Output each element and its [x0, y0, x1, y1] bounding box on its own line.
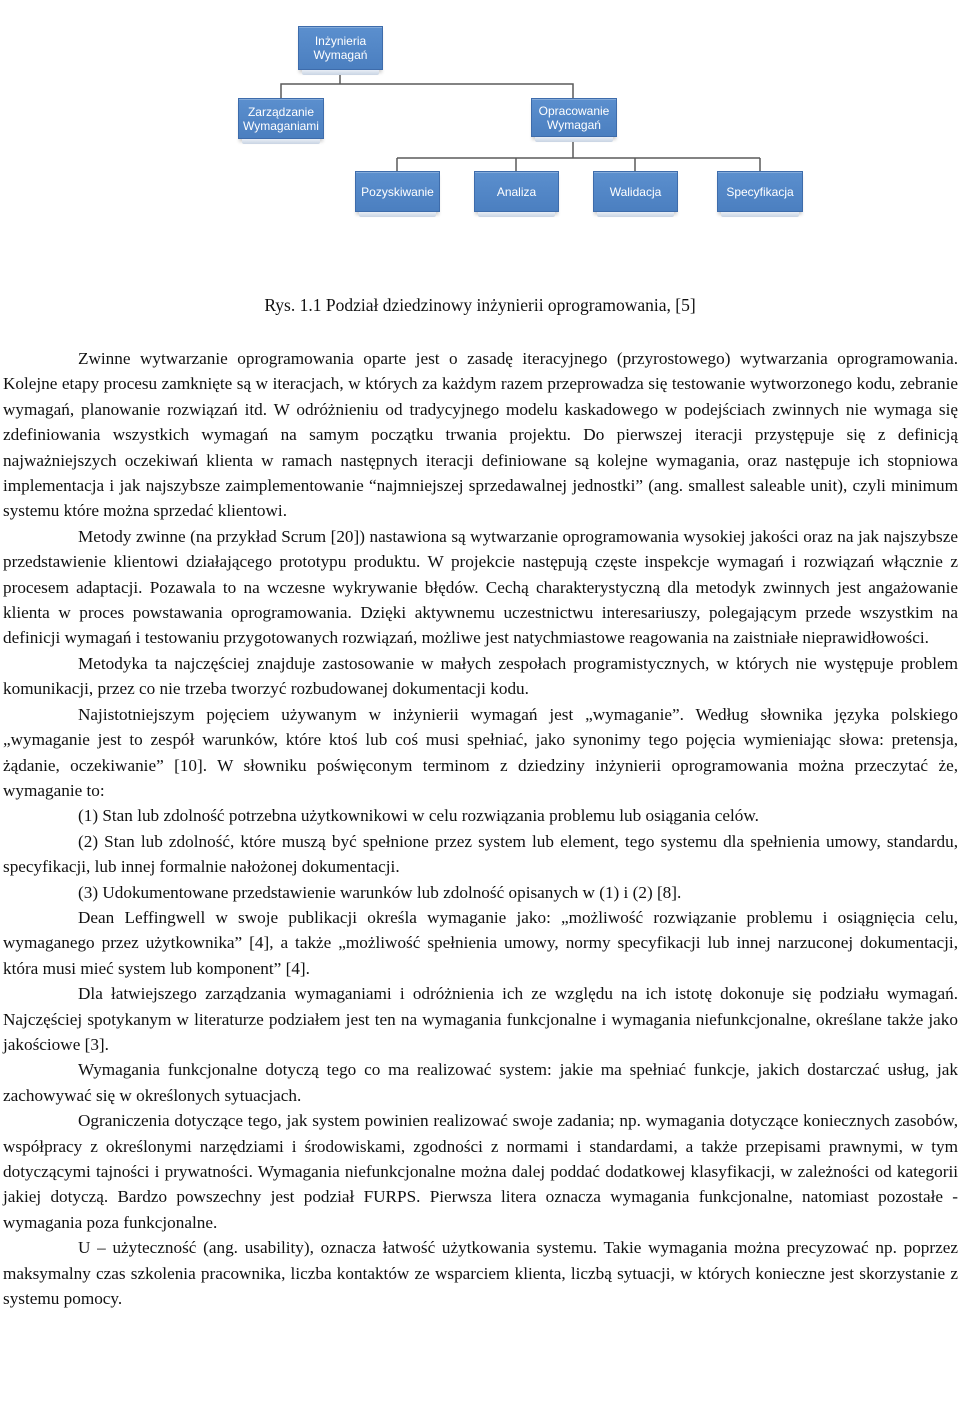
- paragraph: Dla łatwiejszego zarządzania wymaganiami i odróżnienia ich ze względu na ich istotę dokonuje się podziału wymagań. Najczęściej spotykanym w literaturze podziałem jest ten na wymagania funkcjonalne i wymagania niefunkcjonalne, określane także jako jakościowe [3].: [3, 984, 958, 1054]
- node-walidacja: [593, 171, 678, 212]
- body-text: [3, 346, 958, 1311]
- node-pozyskiwanie-label: Pozyskiwanie: [361, 184, 434, 199]
- connector-level3: [397, 137, 760, 171]
- definition-item-2: (2) Stan lub zdolność, które muszą być spełnione przez system lub element, tego systemu dla spełnienia umowy, standardu, specyfikacji, lub innej formalnie nałożonej dokumentacji.: [3, 831, 958, 877]
- figure-caption: Rys. 1.1 Podział dziedzinowy inżynierii oprogramowania, [5]: [264, 295, 696, 315]
- paragraph: Dean Leffingwell w swoje publikacji określa wymaganie jako: „możliwość rozwiązanie problemu i osiągnięcia celu, wymaganego przez użytkownika” [4], a także „możliwość spełnienia umowy, normy specyfikacji lub innej narzuconej dokumentacji, która musi mieć system lub komponent” [4].: [3, 907, 958, 978]
- node-root-label: Inżynieria Wymagań: [313, 34, 368, 62]
- paragraph: Metodyka ta najczęściej znajduje zastosowanie w małych zespołach programistycznych, w których nie występuje problem komunikacji, przez co nie trzeba tworzyć rozbudowanej dokumentacji kodu.: [3, 653, 958, 699]
- node-analiza-label: Analiza: [496, 184, 537, 199]
- node-specyfikacja-label: Specyfikacja: [726, 184, 794, 199]
- node-root: [298, 26, 383, 70]
- definition-item-1: (1) Stan lub zdolność potrzebna użytkownikowi w celu rozwiązania problemu lub osiągania celów.: [78, 806, 759, 826]
- paragraph: Metody zwinne (na przykład Scrum [20]) nastawiona są wytwarzanie oprogramowania wysokiej jakości oraz na jak najszybsze przedstawienie klientowi działającego prototypu produktu. W projekcie następują częste inspekcje wymagań i rozwiązań włącznie z procesem adaptacji. Pozawala to na wczesne wykrywanie błędów. Cechą charakterystyczną dla metodyk zwinnych jest angażowanie klienta w proces powstawania oprogramowania. Dzięki aktywnemu uczestnictwu interesariuszy, polegającym przede wszystkim na definicji wymagań i testowaniu przygotowanych rozwiązań, możliwe jest natychmiastowe reagowania na zaistniałe nieprawidłowości.: [3, 526, 958, 648]
- paragraph: Najistotniejszym pojęciem używanym w inżynierii wymagań jest „wymaganie”. Według słownika języka polskiego „wymaganie jest to zespół warunków, które ktoś lub coś musi spełniać, jako synonimy tego pojęcia wymieniając słowa: pretensja, żądanie, oczekiwanie” [10]. W słowniku poświęconym terminom z dziedziny inżynierii oprogramowania można przeczytać że, wymaganie to:: [3, 704, 958, 800]
- node-specyfikacja: [717, 171, 803, 212]
- paragraph: Ograniczenia dotyczące tego, jak system powinien realizować swoje zadania; np. wymagania dotyczące koniecznych zasobów, współpracy z określonymi narzędziami i środowiskami, zgodności z normami i standardami, a także przepisami prawnymi, w tym dotyczącymi tajności i prywatności. Wymagania niefunkcjonalne można dalej poddać dodatkowej klasyfikacji, w zależności od kategorii jakiej dotyczą. Bardzo powszechny jest podział FURPS. Pierwsza litera oznacza wymagania funkcjonalne, natomiast pozostałe - wymagania poza funkcjonalne.: [3, 1111, 958, 1232]
- node-zarzadzanie-label: Zarządzanie Wymaganiami: [243, 104, 319, 133]
- paragraph: U – użyteczność (ang. usability), oznacza łatwość użytkowania systemu. Takie wymagania można precyzować np. poprzez maksymalny czas szkolenia pracownika, liczba kontaktów ze wsparciem klienta, liczbą sytuacji, w których konieczne jest skorzystanie z systemu pomocy.: [3, 1238, 958, 1309]
- node-opracowanie-label: Opracowanie Wymagań: [538, 103, 610, 132]
- node-opracowanie: [531, 98, 617, 137]
- definition-item-3: (3) Udokumentowane przedstawienie warunków lub zdolność opisanych w (1) i (2) [8].: [78, 882, 682, 902]
- node-analiza: [474, 171, 559, 212]
- node-zarzadzanie: [238, 98, 324, 139]
- org-diagram: [0, 0, 960, 240]
- node-walidacja-label: Walidacja: [609, 184, 662, 199]
- paragraph: Zwinne wytwarzanie oprogramowania oparte jest o zasadę iteracyjnego (przyrostowego) wytwarzania oprogramowania. Kolejne etapy procesu zamknięte są w iteracjach, w których za każdym razem przeprowadza się testowanie wytworzonego kodu, zebranie wymagań, planowanie rozwiązań itd. W odróżnieniu od tradycyjnego modelu kaskadowego w podejściach zwinnych nie wymaga się zdefiniowania wszystkich wymagań na samym początku trwania projektu. Do pierwszej iteracji przystępuje się z definicją najważniejszych oczekiwań klienta w ramach następnych iteracji definiowane są kolejne wymagania, oraz następuje ich stopniowa implementacja i jak najszybsze zaimplementowanie “najmniejszej sprzedawalnej jednostki” (ang. smallest saleable unit), czyli minimum systemu które można sprzedać klientowi.: [3, 349, 958, 521]
- node-pozyskiwanie: [355, 171, 440, 212]
- paragraph: Wymagania funkcjonalne dotyczą tego co ma realizować system: jakie ma spełniać funkcje, jakich dostarczać usług, jak zachowywać się w określonych sytuacjach.: [3, 1060, 958, 1105]
